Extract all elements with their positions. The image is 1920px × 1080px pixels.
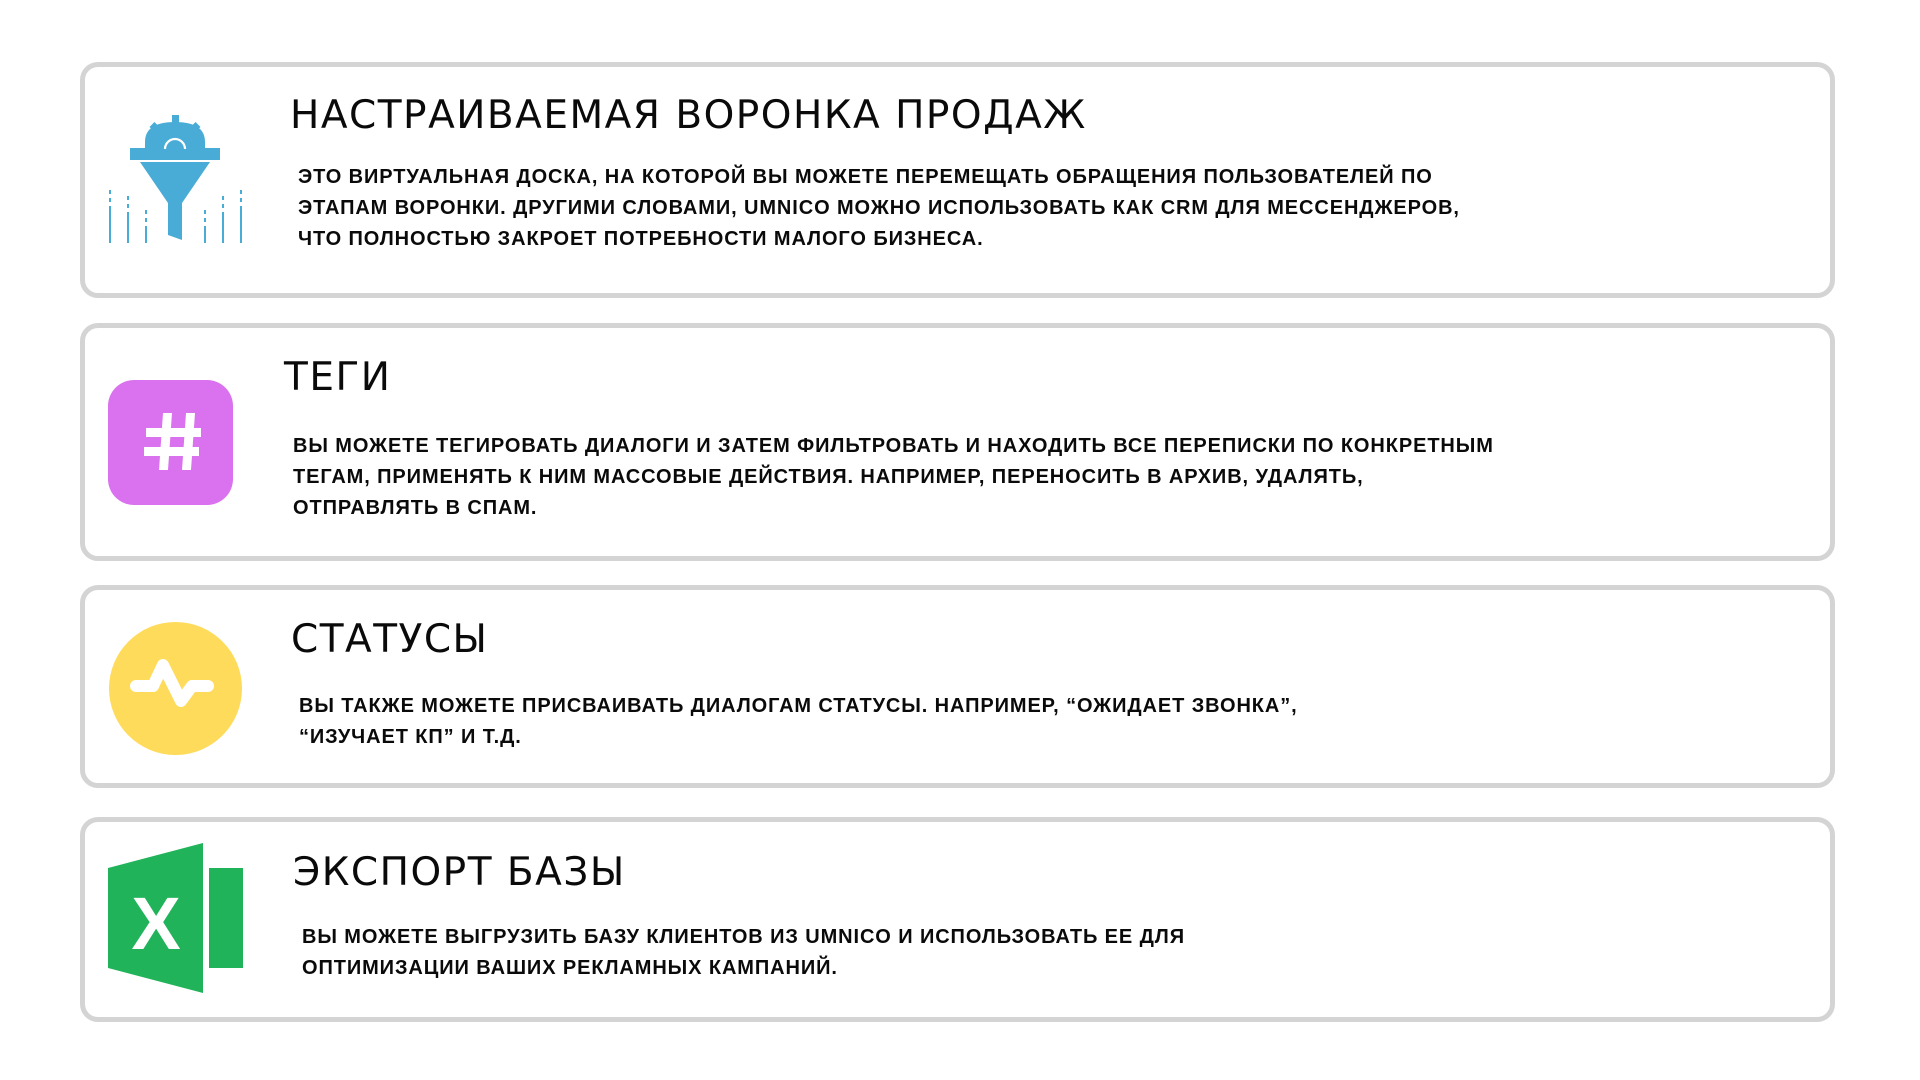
description-line: “ИЗУЧАЕТ КП” И Т.Д.: [299, 726, 522, 748]
hashtag-icon: [108, 380, 233, 505]
description-line: ВЫ МОЖЕТЕ ТЕГИРОВАТЬ ДИАЛОГИ И ЗАТЕМ ФИЛЬТРОВАТЬ И НАХОДИТЬ ВСЕ ПЕРЕПИСКИ ПО КОНКРЕТНЫМ: [293, 435, 1494, 457]
description-line: ОПТИМИЗАЦИИ ВАШИХ РЕКЛАМНЫХ КАМПАНИЙ.: [302, 957, 838, 979]
pulse-line-glyph: [109, 622, 242, 755]
feature-title: ТЕГИ: [284, 355, 392, 400]
feature-card-statuses: [80, 585, 1835, 788]
description-line: ВЫ ТАКЖЕ МОЖЕТЕ ПРИСВАИВАТЬ ДИАЛОГАМ СТАТУСЫ. НАПРИМЕР, “ОЖИДАЕТ ЗВОНКА”,: [299, 695, 1298, 717]
feature-title: ЭКСПОРТ БАЗЫ: [293, 850, 626, 895]
sales-funnel-gear-icon: [100, 110, 250, 250]
feature-description: [298, 162, 1460, 255]
description-line: ЧТО ПОЛНОСТЬЮ ЗАКРОЕТ ПОТРЕБНОСТИ МАЛОГО БИЗНЕСА.: [298, 228, 984, 250]
feature-title: НАСТРАИВАЕМАЯ ВОРОНКА ПРОДАЖ: [290, 93, 1087, 138]
feature-title: СТАТУСЫ: [291, 617, 489, 662]
hashtag-glyph: [108, 380, 233, 505]
description-line: ЭТО ВИРТУАЛЬНАЯ ДОСКА, НА КОТОРОЙ ВЫ МОЖЕТЕ ПЕРЕМЕЩАТЬ ОБРАЩЕНИЯ ПОЛЬЗОВАТЕЛЕЙ ПО: [298, 166, 1433, 188]
description-line: ЭТАПАМ ВОРОНКИ. ДРУГИМИ СЛОВАМИ, UMNICO МОЖНО ИСПОЛЬЗОВАТЬ КАК CRM ДЛЯ МЕССЕНДЖЕРОВ,: [298, 197, 1460, 219]
feature-description: [299, 691, 1298, 753]
pulse-activity-icon: [109, 622, 242, 755]
excel-x-glyph: X: [131, 882, 181, 965]
feature-description: [302, 922, 1185, 984]
description-line: ТЕГАМ, ПРИМЕНЯТЬ К НИМ МАССОВЫЕ ДЕЙСТВИЯ. НАПРИМЕР, ПЕРЕНОСИТЬ В АРХИВ, УДАЛЯТЬ,: [293, 466, 1364, 488]
description-line: ОТПРАВЛЯТЬ В СПАМ.: [293, 497, 538, 519]
feature-description: [293, 431, 1494, 524]
feature-card-export: [80, 817, 1835, 1022]
excel-icon: [105, 840, 250, 1000]
description-line: ВЫ МОЖЕТЕ ВЫГРУЗИТЬ БАЗУ КЛИЕНТОВ ИЗ UMNICO И ИСПОЛЬЗОВАТЬ ЕЕ ДЛЯ: [302, 926, 1185, 948]
